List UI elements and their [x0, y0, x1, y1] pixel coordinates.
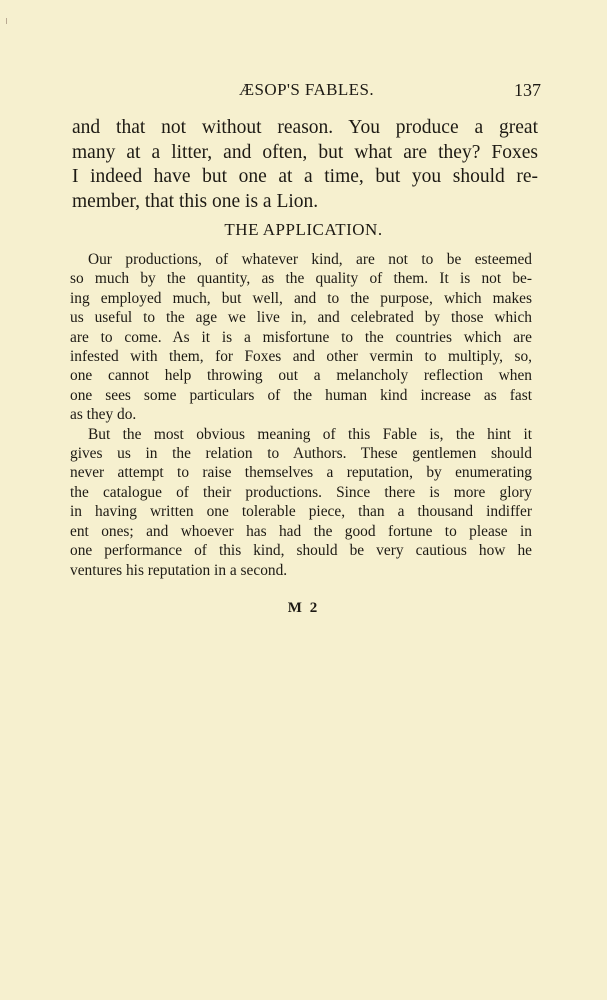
signature-mark: M 2 — [287, 600, 320, 616]
application-paragraph-1 — [70, 250, 532, 425]
text-line: gives us in the relation to Authors. These gentlemen should — [70, 445, 532, 463]
text-line: so much by the quantity, as the quality of them. It is not be- — [70, 270, 532, 288]
fable-conclusion — [72, 116, 538, 214]
text-line: as they do. — [70, 406, 137, 424]
text-line: are to come. As it is a misfortune to the countries which are — [70, 328, 532, 346]
text-line: one sees some particulars of the human kind increase as fast — [70, 386, 532, 404]
text-line: ventures his reputation in a second. — [70, 561, 288, 579]
section-heading: THE APPLICATION. — [224, 220, 383, 239]
text-line: ing employed much, but well, and to the purpose, which makes — [70, 289, 532, 307]
text-line: But the most obvious meaning of this Fable is, the hint it — [88, 425, 532, 443]
text-line: many at a litter, and often, but what are they? Foxes — [72, 141, 538, 163]
running-head — [72, 80, 541, 104]
running-title: ÆSOP'S FABLES. — [239, 80, 374, 99]
fable-paragraph — [72, 116, 538, 214]
text-line: the catalogue of their productions. Since there is more glory — [70, 483, 532, 501]
text-line: and that not without reason. You produce a great — [72, 117, 538, 138]
text-line: in having written one tolerable piece, than a thousand indiffer — [70, 503, 532, 521]
text-line: I indeed have but one at a time, but you should re- — [72, 166, 538, 187]
text-line: ent ones; and whoever has had the good fortune to please in — [70, 522, 532, 540]
application-paragraph-2 — [70, 425, 532, 580]
page-number: 137 — [514, 80, 541, 100]
text-line: us useful to the age we live in, and celebrated by those which — [70, 309, 532, 327]
margin-mark — [6, 18, 7, 24]
text-line: Our productions, of whatever kind, are not to be esteemed — [88, 251, 532, 268]
text-line: member, that this one is a Lion. — [72, 190, 319, 212]
application-text — [70, 250, 532, 580]
text-line: infested with them, for Foxes and other vermin to multiply, so, — [70, 348, 532, 366]
text-line: one performance of this kind, should be very cautious how he — [70, 542, 532, 560]
text-line: one cannot help throwing out a melancholy reflection when — [70, 367, 532, 385]
text-line: never attempt to raise themselves a reputation, by enumerating — [70, 464, 532, 482]
